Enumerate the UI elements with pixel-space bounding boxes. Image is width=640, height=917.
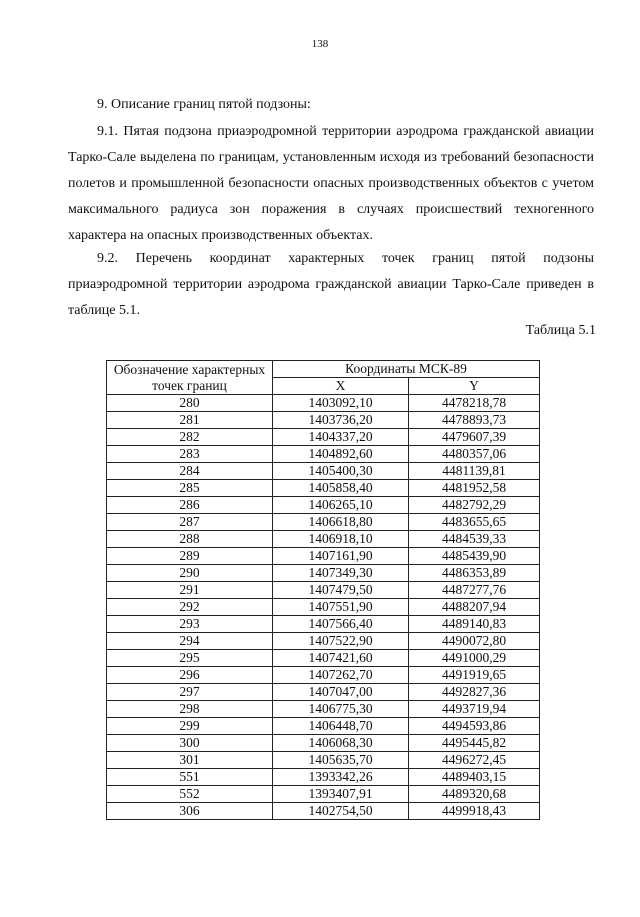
cell-y: 4485439,90 bbox=[409, 548, 540, 565]
table-row bbox=[107, 531, 540, 548]
cell-x: 1405635,70 bbox=[273, 752, 409, 769]
cell-point: 284 bbox=[107, 463, 273, 480]
table-row bbox=[107, 633, 540, 650]
cell-point: 306 bbox=[107, 803, 273, 820]
header-point: Обозначение характерных точек границ bbox=[107, 361, 273, 395]
cell-x: 1406618,80 bbox=[273, 514, 409, 531]
cell-x: 1407551,90 bbox=[273, 599, 409, 616]
cell-point: 292 bbox=[107, 599, 273, 616]
cell-y: 4490072,80 bbox=[409, 633, 540, 650]
cell-y: 4480357,06 bbox=[409, 446, 540, 463]
cell-point: 287 bbox=[107, 514, 273, 531]
table-row bbox=[107, 786, 540, 803]
cell-x: 1407421,60 bbox=[273, 650, 409, 667]
cell-point: 281 bbox=[107, 412, 273, 429]
cell-point: 282 bbox=[107, 429, 273, 446]
coordinates-table bbox=[106, 360, 540, 820]
table-row bbox=[107, 701, 540, 718]
table-row bbox=[107, 667, 540, 684]
table-row bbox=[107, 548, 540, 565]
cell-y: 4489403,15 bbox=[409, 769, 540, 786]
cell-x: 1393342,26 bbox=[273, 769, 409, 786]
header-coords: Координаты МСК-89 bbox=[273, 361, 540, 378]
cell-x: 1406265,10 bbox=[273, 497, 409, 514]
cell-point: 295 bbox=[107, 650, 273, 667]
cell-point: 291 bbox=[107, 582, 273, 599]
cell-point: 551 bbox=[107, 769, 273, 786]
cell-x: 1403092,10 bbox=[273, 395, 409, 412]
table-row bbox=[107, 599, 540, 616]
cell-x: 1407522,90 bbox=[273, 633, 409, 650]
cell-y: 4486353,89 bbox=[409, 565, 540, 582]
table-row bbox=[107, 446, 540, 463]
table-row bbox=[107, 463, 540, 480]
cell-x: 1404892,60 bbox=[273, 446, 409, 463]
table-row bbox=[107, 395, 540, 412]
paragraph-9-1: 9.1. Пятая подзона приаэродромной территории аэродрома гражданской авиации Тарко-Сале выделена по границам, установленным исходя из требований безопасности полетов и промышленной безопасности опасных производственных объектов с учетом максимального радиуса зон поражения в случаях происшествий техногенного характера на опасных производственных объектах. bbox=[68, 124, 594, 243]
cell-y: 4495445,82 bbox=[409, 735, 540, 752]
table-row bbox=[107, 616, 540, 633]
table-header-row bbox=[107, 361, 540, 378]
cell-y: 4482792,29 bbox=[409, 497, 540, 514]
cell-x: 1404337,20 bbox=[273, 429, 409, 446]
cell-y: 4481952,58 bbox=[409, 480, 540, 497]
cell-y: 4478893,73 bbox=[409, 412, 540, 429]
table-caption: Таблица 5.1 bbox=[525, 323, 596, 338]
table-row bbox=[107, 514, 540, 531]
cell-x: 1406775,30 bbox=[273, 701, 409, 718]
table-row bbox=[107, 735, 540, 752]
table-row bbox=[107, 718, 540, 735]
page-number: 138 bbox=[311, 38, 329, 50]
cell-y: 4487277,76 bbox=[409, 582, 540, 599]
cell-y: 4478218,78 bbox=[409, 395, 540, 412]
cell-y: 4489140,83 bbox=[409, 616, 540, 633]
cell-y: 4496272,45 bbox=[409, 752, 540, 769]
cell-y: 4484539,33 bbox=[409, 531, 540, 548]
header-y: Y bbox=[409, 378, 540, 395]
table-row bbox=[107, 752, 540, 769]
cell-y: 4481139,81 bbox=[409, 463, 540, 480]
cell-y: 4492827,36 bbox=[409, 684, 540, 701]
cell-x: 1393407,91 bbox=[273, 786, 409, 803]
cell-point: 283 bbox=[107, 446, 273, 463]
cell-y: 4479607,39 bbox=[409, 429, 540, 446]
cell-x: 1406068,30 bbox=[273, 735, 409, 752]
table-row bbox=[107, 803, 540, 820]
cell-x: 1405400,30 bbox=[273, 463, 409, 480]
paragraph-9-2: 9.2. Перечень координат характерных точек границ пятой подзоны приаэродромной территории аэродрома гражданской авиации Тарко-Сале приведен в таблице 5.1. bbox=[68, 251, 594, 318]
header-x: X bbox=[273, 378, 409, 395]
cell-point: 301 bbox=[107, 752, 273, 769]
cell-point: 280 bbox=[107, 395, 273, 412]
cell-x: 1407479,50 bbox=[273, 582, 409, 599]
cell-y: 4491919,65 bbox=[409, 667, 540, 684]
cell-y: 4488207,94 bbox=[409, 599, 540, 616]
table-row bbox=[107, 497, 540, 514]
table-row bbox=[107, 769, 540, 786]
section-heading: 9. Описание границ пятой подзоны: bbox=[97, 97, 311, 112]
cell-x: 1407566,40 bbox=[273, 616, 409, 633]
cell-x: 1402754,50 bbox=[273, 803, 409, 820]
cell-y: 4483655,65 bbox=[409, 514, 540, 531]
cell-point: 288 bbox=[107, 531, 273, 548]
cell-x: 1407349,30 bbox=[273, 565, 409, 582]
cell-y: 4499918,43 bbox=[409, 803, 540, 820]
cell-x: 1407161,90 bbox=[273, 548, 409, 565]
cell-x: 1407262,70 bbox=[273, 667, 409, 684]
table-body bbox=[107, 395, 540, 820]
table-row bbox=[107, 582, 540, 599]
cell-y: 4493719,94 bbox=[409, 701, 540, 718]
cell-point: 296 bbox=[107, 667, 273, 684]
table-row bbox=[107, 412, 540, 429]
cell-point: 297 bbox=[107, 684, 273, 701]
cell-point: 552 bbox=[107, 786, 273, 803]
cell-x: 1407047,00 bbox=[273, 684, 409, 701]
cell-point: 294 bbox=[107, 633, 273, 650]
cell-x: 1405858,40 bbox=[273, 480, 409, 497]
cell-point: 299 bbox=[107, 718, 273, 735]
cell-x: 1403736,20 bbox=[273, 412, 409, 429]
table-row bbox=[107, 480, 540, 497]
cell-point: 293 bbox=[107, 616, 273, 633]
cell-point: 300 bbox=[107, 735, 273, 752]
cell-point: 289 bbox=[107, 548, 273, 565]
table-row bbox=[107, 650, 540, 667]
table-row bbox=[107, 565, 540, 582]
cell-point: 290 bbox=[107, 565, 273, 582]
table-row bbox=[107, 684, 540, 701]
cell-y: 4494593,86 bbox=[409, 718, 540, 735]
cell-point: 286 bbox=[107, 497, 273, 514]
cell-y: 4489320,68 bbox=[409, 786, 540, 803]
cell-point: 285 bbox=[107, 480, 273, 497]
cell-x: 1406918,10 bbox=[273, 531, 409, 548]
cell-y: 4491000,29 bbox=[409, 650, 540, 667]
cell-point: 298 bbox=[107, 701, 273, 718]
table-row bbox=[107, 429, 540, 446]
cell-x: 1406448,70 bbox=[273, 718, 409, 735]
